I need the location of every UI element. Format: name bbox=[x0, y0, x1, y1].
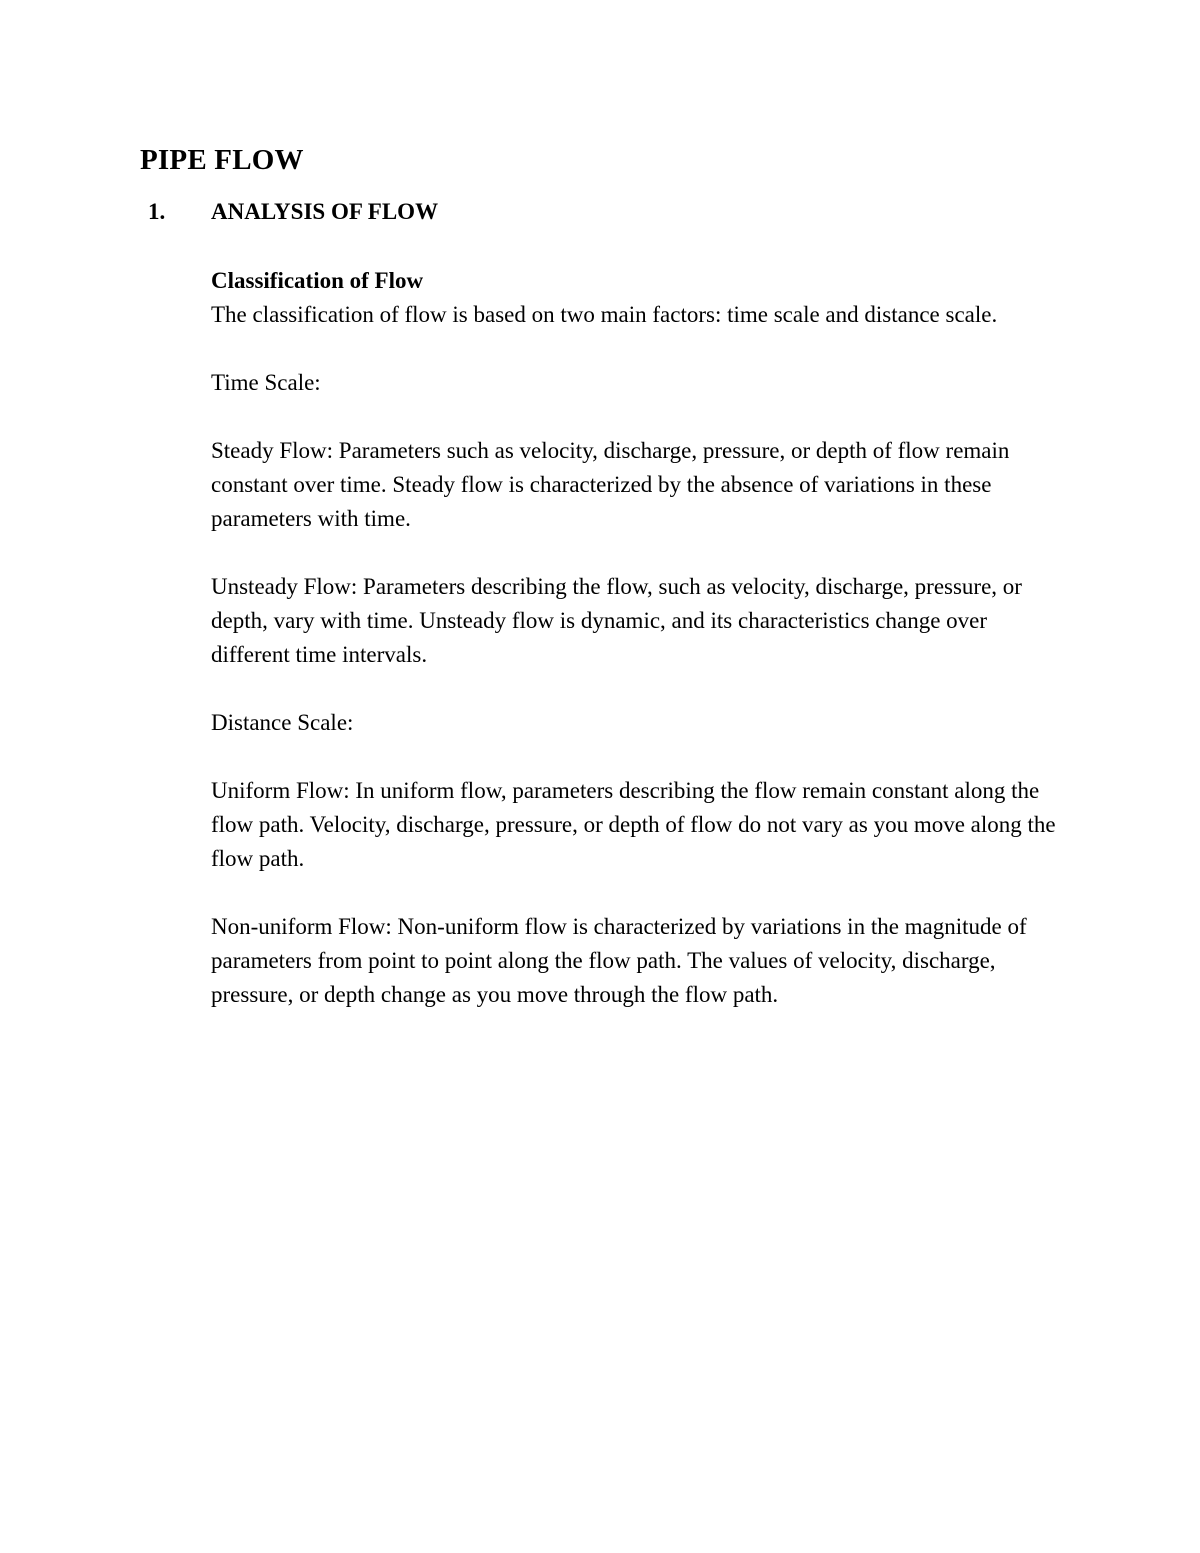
distance-scale-label: Distance Scale: bbox=[211, 710, 354, 735]
time-scale-label: Time Scale: bbox=[211, 370, 321, 395]
subheading-classification: Classification of Flow bbox=[211, 268, 424, 293]
section-number: 1. bbox=[148, 199, 166, 224]
section-content bbox=[211, 264, 1071, 1012]
uniform-flow-paragraph: Uniform Flow: In uniform flow, parameters describing the flow remain constant along the flow path. Velocity, discharge, pressure, or depth of flow do not vary as you move along the flow path. bbox=[211, 778, 1056, 871]
document-title: PIPE FLOW bbox=[140, 144, 304, 176]
unsteady-flow-paragraph: Unsteady Flow: Parameters describing the flow, such as velocity, discharge, pressure, or depth, vary with time. Unsteady flow is dynamic, and its characteristics change over different time intervals. bbox=[211, 574, 1022, 667]
section-heading bbox=[148, 195, 438, 229]
steady-flow-paragraph: Steady Flow: Parameters such as velocity, discharge, pressure, or depth of flow remain constant over time. Steady flow is characterized by the absence of variations in these parameters with time. bbox=[211, 438, 1010, 531]
intro-paragraph: The classification of flow is based on two main factors: time scale and distance scale. bbox=[211, 302, 998, 327]
section-title: ANALYSIS OF FLOW bbox=[211, 199, 439, 224]
nonuniform-flow-paragraph: Non-uniform Flow: Non-uniform flow is characterized by variations in the magnitude of parameters from point to point along the flow path. The values of velocity, discharge, pressure, or depth change as you move through the flow path. bbox=[211, 914, 1027, 1007]
